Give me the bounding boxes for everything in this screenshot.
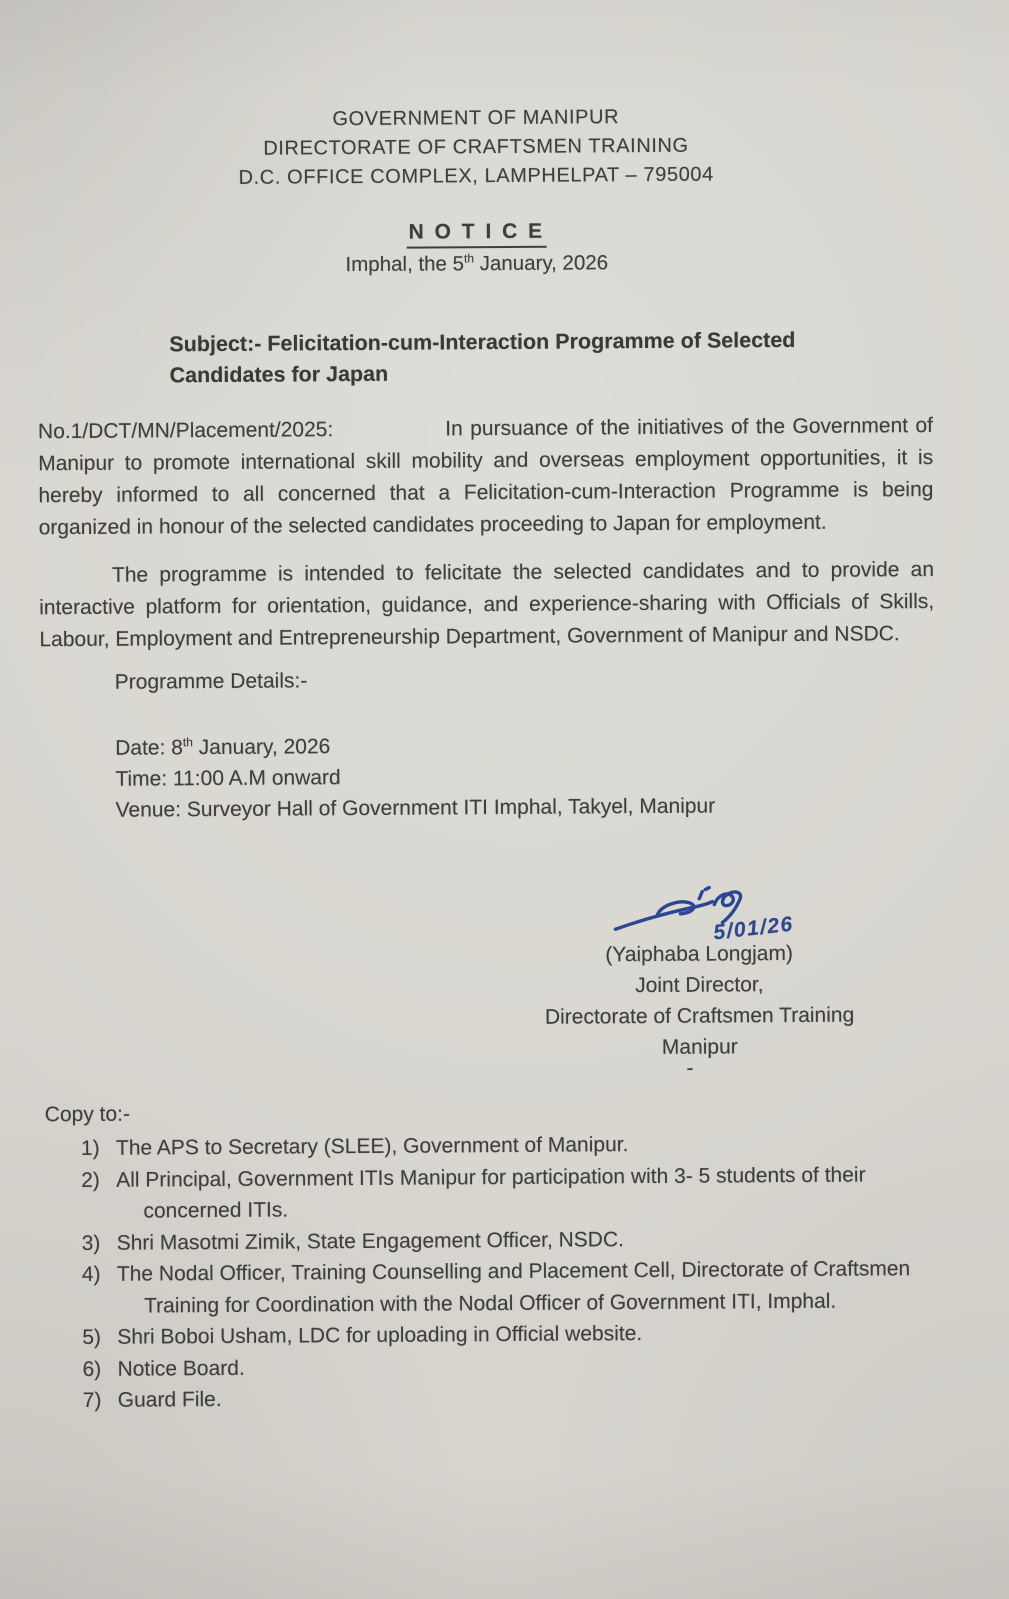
paragraph-1-text: In pursuance of the initiatives of the Government of Manipur to promote international skill mobility and overseas employment opportunities, it is hereby informed to all concerned that a Felicitation-cum-Interaction Programme is being organized in honour of the selected candidates proceeding to Japan for employment. [38, 414, 934, 540]
list-item-number: 5) [82, 1325, 102, 1349]
reference-number: No.1/DCT/MN/Placement/2025: [37, 418, 334, 444]
programme-details-block [115, 729, 715, 826]
list-item-text: All Principal, Government ITIs Manipur for participation with 3- 5 students of their concerned ITIs. [116, 1162, 866, 1223]
notice-title-row [0, 217, 957, 252]
list-item-number: 1) [80, 1136, 100, 1160]
paragraph-1 [38, 410, 934, 544]
programme-date-suffix: January, 2026 [192, 735, 331, 760]
notice-title: N O T I C E [406, 220, 546, 249]
subject-line-2: Candidates for Japan [169, 361, 389, 388]
stray-mark: - [686, 1056, 694, 1080]
list-item-number: 4) [81, 1262, 101, 1286]
list-item-text: Guard File. [117, 1387, 222, 1412]
org-address: D.C. OFFICE COMPLEX, LAMPHELPAT – 795004 [238, 163, 714, 189]
signatory-block [502, 937, 898, 1064]
org-directorate: DIRECTORATE OF CRAFTSMEN TRAINING [263, 134, 689, 160]
list-item [82, 1253, 962, 1322]
programme-details-heading: Programme Details:- [114, 669, 308, 694]
paragraph-2: The programme is intended to felicitate the selected candidates and to provide an interactive platform for orientation, guidance, and experience-sharing with Officials of Skills, Labour, Employment and Entrepreneurship Department, Government of Manipur and NSDC. [39, 557, 935, 652]
signatory-department: Directorate of Craftsmen Training [544, 1003, 855, 1029]
signatory-location: Manipur [661, 1035, 738, 1059]
list-item-text: Notice Board. [117, 1356, 245, 1381]
subject-block [169, 324, 889, 391]
reference-gap [333, 434, 445, 436]
subject-line-1: Subject:- Felicitation-cum-Interaction Programme of Selected [169, 327, 796, 357]
list-item-text: The Nodal Officer, Training Counselling and Placement Cell, Directorate of Craftsmen Training for Coordination with the Nodal Officer of Government ITI, Imphal. [116, 1257, 911, 1318]
list-item-number: 7) [82, 1388, 102, 1412]
list-item-text: Shri Boboi Usham, LDC for uploading in Official website. [117, 1322, 643, 1349]
list-item [81, 1158, 961, 1227]
list-item-number: 6) [82, 1357, 102, 1381]
copy-to-heading: Copy to:- [44, 1102, 131, 1127]
list-item-number: 3) [81, 1231, 101, 1255]
place-date-superscript: th [463, 251, 475, 266]
place-date-suffix: January, 2026 [473, 251, 609, 276]
letterhead [0, 101, 956, 195]
list-item-text: The APS to Secretary (SLEE), Government of Manipur. [115, 1133, 629, 1160]
programme-time-line: Time: 11:00 A.M onward [115, 766, 341, 791]
org-name: GOVERNMENT OF MANIPUR [332, 106, 620, 131]
signatory-name: (Yaiphaba Longjam) [605, 941, 794, 967]
programme-date-superscript: th [182, 735, 193, 750]
place-date-prefix: Imphal, the 5 [345, 252, 465, 277]
list-item-number: 2) [81, 1168, 100, 1192]
programme-date-prefix: Date: 8 [115, 736, 183, 760]
list-item [83, 1379, 963, 1417]
signatory-designation: Joint Director, [635, 973, 764, 998]
place-date-line [0, 249, 957, 280]
programme-venue-line: Venue: Surveyor Hall of Government ITI Imphal, Takyel, Manipur [115, 794, 716, 822]
handwritten-date: 5/01/26 [712, 912, 795, 945]
list-item-text: Shri Masotmi Zimik, State Engagement Officer, NSDC. [116, 1227, 624, 1255]
programme-date-line [115, 729, 715, 764]
copy-to-list [81, 1127, 963, 1417]
